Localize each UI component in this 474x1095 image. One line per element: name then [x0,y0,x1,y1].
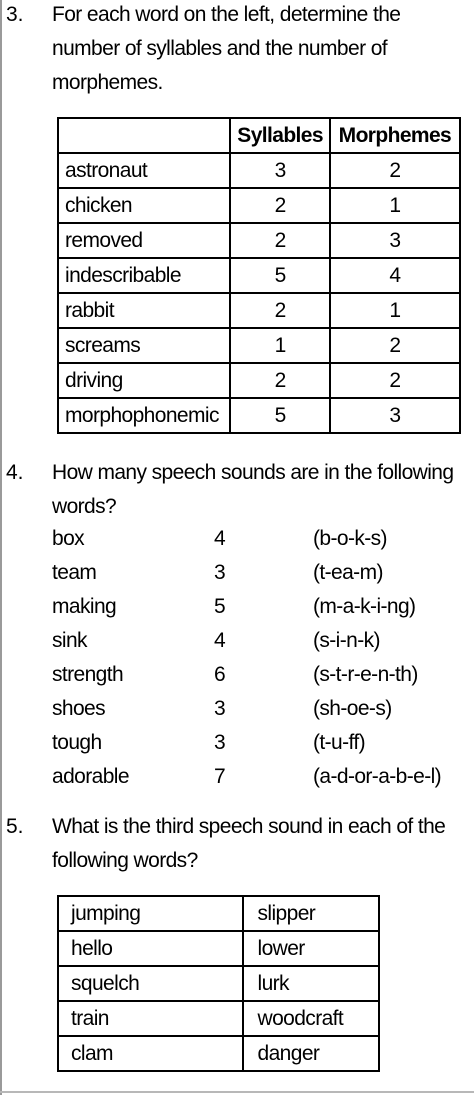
word-text: shoes [52,697,106,720]
morphemes-cell: 1 [330,293,460,328]
morphemes-cell: 3 [330,223,460,258]
word-cell: removed [58,223,230,258]
morphemes-cell: 2 [330,328,460,363]
syllables-cell: 2 [230,363,329,398]
header-morphemes: Morphemes [330,118,460,153]
table-row [58,966,379,1001]
table-row [58,1036,379,1071]
list-item [0,590,474,624]
sound-count: 7 [214,765,226,788]
word-text: strength [52,663,124,686]
word-cell: woodcraft [243,1001,380,1036]
sound-breakdown: (t-ea-m) [313,561,383,584]
table-row [58,188,460,223]
sound-breakdown: (a-d-or-a-b-e-l) [313,765,442,788]
word-text: box [52,527,85,550]
word-cell: screams [58,328,230,363]
syllables-cell: 1 [230,328,329,363]
question-5-line-1: What is the third speech sound in each of the [52,815,446,838]
sound-breakdown: (s-i-n-k) [313,629,380,652]
word-cell: danger [243,1036,380,1071]
word-text: sink [52,629,87,652]
sound-count: 3 [214,561,226,584]
word-cell: clam [58,1036,243,1071]
word-cell: lower [243,931,380,966]
sound-breakdown: (sh-oe-s) [313,697,392,720]
table-row [58,931,379,966]
morphemes-cell: 2 [330,153,460,188]
syllables-cell: 2 [230,293,329,328]
sound-count: 4 [214,629,226,652]
word-text: adorable [52,765,129,788]
table-row [58,363,460,398]
sound-breakdown: (s-t-r-e-n-th) [313,663,418,686]
sound-count: 4 [214,527,226,550]
question-4-number: 4. [6,461,24,484]
table-row [58,223,460,258]
table-row [58,153,460,188]
sound-count: 5 [214,595,226,618]
table-row [58,258,460,293]
word-cell: slipper [243,896,380,931]
sound-breakdown: (t-u-ff) [313,731,365,754]
word-cell: astronaut [58,153,230,188]
morphemes-cell: 2 [330,363,460,398]
word-cell: chicken [58,188,230,223]
morphemes-cell: 1 [330,188,460,223]
sound-breakdown: (m-a-k-i-ng) [313,595,416,618]
sound-count: 3 [214,697,226,720]
question-5-line-2: following words? [52,849,198,872]
third-sound-table [57,895,380,1072]
syllables-cell: 3 [230,153,329,188]
word-text: tough [52,731,102,754]
list-item [0,726,474,760]
question-3-line-1: For each word on the left, determine the [52,3,401,26]
question-4-line-1: How many speech sounds are in the following [52,461,454,484]
sound-breakdown: (b-o-k-s) [313,527,387,550]
header-word [58,118,230,153]
question-3-number: 3. [6,3,24,26]
word-cell: driving [58,363,230,398]
morphemes-cell: 4 [330,258,460,293]
word-cell: indescribable [58,258,230,293]
list-item [0,760,474,794]
question-4-line-2: words? [52,495,117,518]
question-5-number: 5. [6,815,24,838]
word-cell: train [58,1001,243,1036]
syllables-cell: 2 [230,223,329,258]
table-row [58,293,460,328]
sound-count: 3 [214,731,226,754]
word-cell: morphophonemic [58,398,230,433]
word-cell: lurk [243,966,380,1001]
table-row [58,328,460,363]
question-3-line-2: number of syllables and the number of [52,37,388,60]
table-row [58,398,460,433]
syllables-cell: 2 [230,188,329,223]
question-3-line-3: morphemes. [52,71,163,94]
sound-count: 6 [214,663,226,686]
word-text: making [52,595,117,618]
list-item [0,658,474,692]
syllables-morphemes-table [57,117,461,434]
word-cell: hello [58,931,243,966]
header-syllables: Syllables [230,118,329,153]
list-item [0,624,474,658]
word-cell: squelch [58,966,243,1001]
word-cell: rabbit [58,293,230,328]
morphemes-cell: 3 [330,398,460,433]
word-cell: jumping [58,896,243,931]
table-row [58,1001,379,1036]
syllables-cell: 5 [230,258,329,293]
list-item [0,522,474,556]
table-row [58,896,379,931]
word-text: team [52,561,97,584]
syllables-cell: 5 [230,398,329,433]
table-header-row [58,118,460,153]
list-item [0,692,474,726]
list-item [0,556,474,590]
bottom-border [0,1091,474,1093]
